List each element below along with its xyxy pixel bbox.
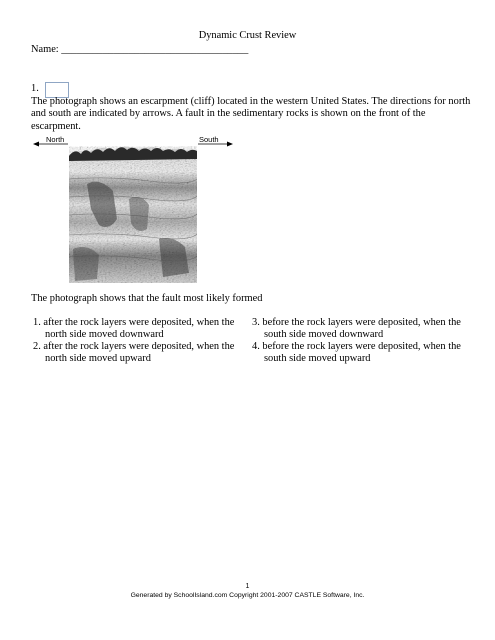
escarpment-figure [33,137,233,283]
answer-choice-1[interactable]: 1. after the rock layers were deposited, when the north side moved downward [33,317,235,341]
document-title: Dynamic Crust Review [198,30,297,41]
name-field-line: Name: ____________________________________ [31,44,249,55]
escarpment-photo [69,139,197,283]
page-number: 1 [245,583,250,590]
answer-choice-4[interactable]: 4. before the rock layers were deposited, when the south side moved upward [252,341,461,365]
question-prompt: The photograph shows that the fault most likely formed [31,293,263,304]
footer-copyright: Generated by SchoolIsland.com Copyright 2001-2007 CASTLE Software, Inc. [130,592,365,599]
answer-choice-3[interactable]: 3. before the rock layers were deposited, when the south side moved downward [252,317,461,341]
answer-choice-2[interactable]: 2. after the rock layers were deposited, when the north side moved upward [33,341,235,365]
south-label: South [199,135,219,144]
question-stem: The photograph shows an escarpment (cliff) located in the western United States. The directions for north and south are indicated by arrows. A fault in the sedimentary rocks is shown on the front of the escarpment. [31,96,471,132]
question-number: 1. [31,83,39,94]
north-label: North [46,135,65,144]
